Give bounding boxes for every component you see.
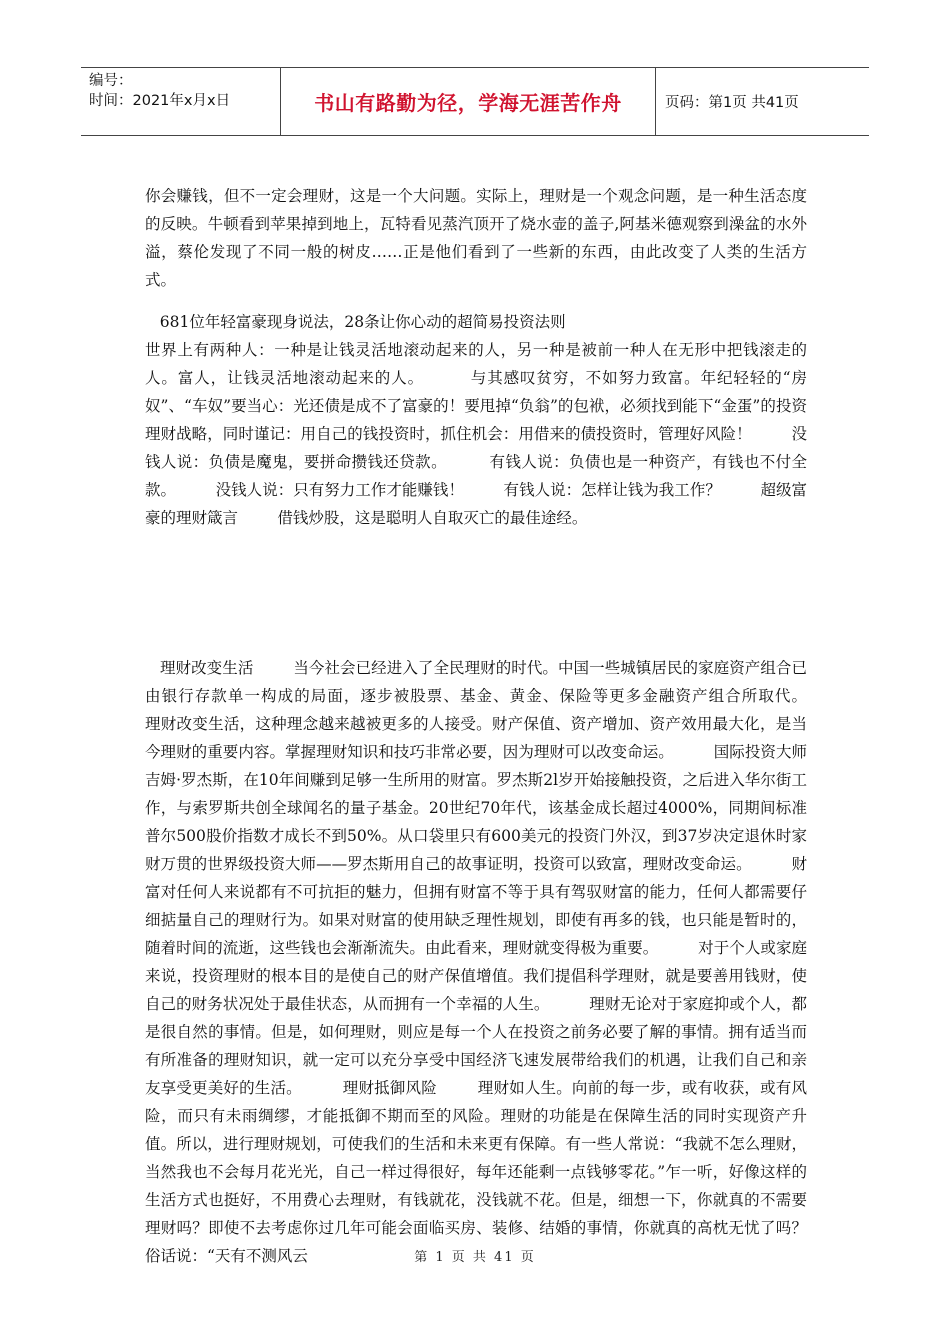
footer-page-number: 第 1 页 共 41 页 [414,1250,536,1265]
motto-text: 书山有路勤为径，学海无涯苦作舟 [314,91,622,115]
paragraph-finance-life: 理财改变生活 当今社会已经进入了全民理财的时代。中国一些城镇居民的家庭资产组合已由银行存款单一构成的局面，逐步被股票、基金、黄金、保险等更多金融资产组合所取代。 理财改变生活，这种理念越来越被更多的人接受。财产保值、资产增加、资产效用最大化，是当今理财的重要内容。掌握理财知识和技巧非常必要，因为理财可以改变命运。 国际投资大师吉姆·罗杰斯，在10年间赚到足够一生所用的财富。罗杰斯2l岁开始接触投资，之后进入华尔街工作，与索罗斯共创全球闻名的量子基金。20世纪70年代，该基金成长超过4000%，同期间标准普尔500股价指数才成长不到50%。从口袋里只有600美元的投资门外汉，到37岁决定退休时家财万贯的世界级投资大师——罗杰斯用自己的故事证明，投资可以致富，理财改变命运。 财富对任何人来说都有不可抗拒的魅力，但拥有财富不等于具有驾驭财富的能力，任何人都需要仔细掂量自己的理财行为。如果对财富的使用缺乏理性规划，即使有再多的钱，也只能是暂时的，随着时间的流逝，这些钱也会渐渐流失。由此看来，理财就变得极为重要。 对于个人或家庭来说，投资理财的根本目的是使自己的财产保值增值。我们提倡科学理财，就是要善用钱财，使自己的财务状况处于最佳状态，从而拥有一个幸福的人生。 理财无论对于家庭抑或个人，都是很自然的事情。但是，如何理财，则应是每一个人在投资之前务必要了解的事情。拥有适当而有所准备的理财知识，就一定可以充分享受中国经济飞速发展带给我们的机遇，让我们自己和亲友享受更美好的生活。 理财抵御风险 理财如人生。向前的每一步，或有收获，或有风险，而只有未雨绸缪，才能抵御不期而至的风险。理财的功能是在保障生活的同时实现资产升值。所以，进行理财规划，可使我们的生活和未来更有保障。有一些人常说：“我就不怎么理财，当然我也不会每月花光光，自己一样过得很好，每年还能剩一点钱够零花。”乍一听，好像这样的生活方式也挺好，不用费心去理财，有钱就花，没钱就不花。但是，细想一下，你就真的不需要理财吗？即使不去考虑你过几年可能会面临买房、装修、结婚的事情，你就真的高枕无忧了吗？ 俗话说：“天有不测风云 [145,659,847,1265]
header-page-info [656,68,869,135]
paragraph-rich-rules: 681位年轻富豪现身说法，28条让你心动的超简易投资法则 世界上有两种人：一种是让钱灵活地滚动起来的人，另一种是被前一种人在无形中把钱滚走的人。富人，让钱灵活地滚动起来的人。 与其感叹贫穷，不如努力致富。年纪轻轻的“房奴”、“车奴”要当心：光还债是成不了富豪的！要甩掉“负翁”的包袱，必须找到能下“金蛋”的投资理财战略，同时谨记：用自己的钱投资时，抓住机会：用借来的债投资时，管理好风险！ 没钱人说：负债是魔鬼，要拼命攒钱还贷款。 有钱人说：负债也是一种资产，有钱也不付全款。 没钱人说：只有努力工作才能赚钱！ 有钱人说：怎样让钱为我工作？ 超级富豪的理财箴言 借钱炒股，这是聪明人自取灭亡的最佳途经。 [145,313,807,527]
header-date: 时间：2021年x月x日 [89,93,231,109]
page-header [81,67,869,136]
page-footer [0,1246,950,1265]
paragraph-intro: 你会赚钱，但不一定会理财，这是一个大问题。实际上，理财是一个观念问题，是一种生活态度的反映。牛顿看到苹果掉到地上，瓦特看见蒸汽顶开了烧水壶的盖子,阿基米德观察到澡盆的水外溢，蔡伦发现了不同一般的树皮……正是他们看到了一些新的东西，由此改变了人类的生活方式。 [145,187,807,289]
page-info-text: 页码：第1页 共41页 [665,95,799,111]
header-number: 编号： [89,73,133,89]
header-motto [281,68,656,135]
header-meta [81,68,281,135]
